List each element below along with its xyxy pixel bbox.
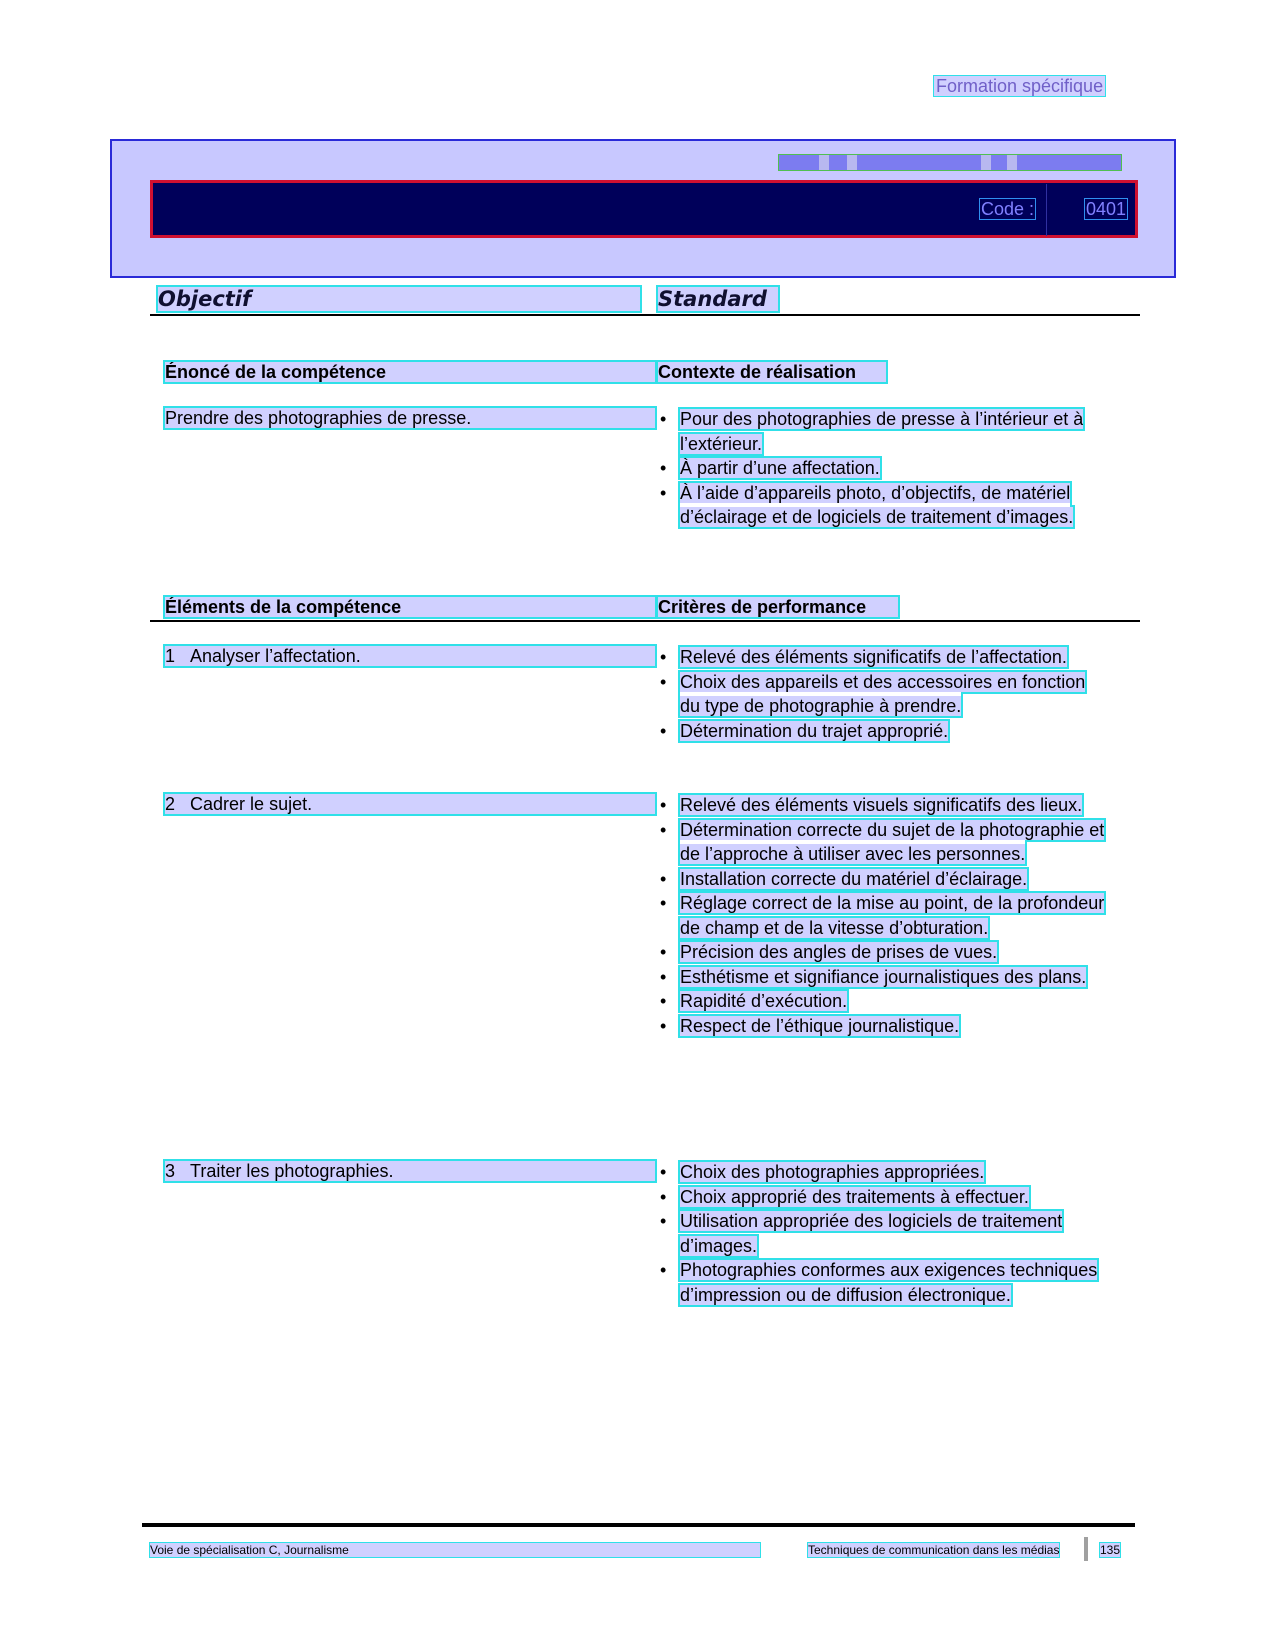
code-divider — [1046, 184, 1047, 236]
statement-heading: Énoncé de la compétence — [165, 362, 655, 382]
objective-heading: Objectif — [158, 287, 640, 311]
element-1-label — [165, 646, 655, 666]
program-section-label: Formation spécifique — [936, 76, 1104, 96]
header-decor-strip — [778, 154, 1122, 171]
strip-segment — [847, 155, 857, 170]
criteria-heading: Critères de performance — [658, 597, 898, 617]
list-item: • Choix des photographies appropriées. — [660, 1162, 985, 1182]
element-text: Traiter les photographies. — [190, 1161, 394, 1181]
code-value: 0401 — [1086, 199, 1127, 219]
list-item: • Esthétisme et signifiance journalistiques des plans. — [660, 966, 1087, 987]
standard-heading: Standard — [658, 287, 778, 311]
strip-segment — [819, 155, 829, 170]
element-number: 3 — [165, 1161, 176, 1181]
footer-rule — [142, 1523, 1135, 1527]
context-heading: Contexte de réalisation — [658, 362, 886, 382]
list-item: • Détermination correcte du sujet de la photographie et de l’approche à utiliser avec les personnes. — [660, 819, 1105, 864]
footer-title: Techniques de communication dans les médias — [808, 1543, 1060, 1557]
list-item: • Précision des angles de prises de vues. — [660, 942, 998, 962]
list-item: • Pour des photographies de presse à l’intérieur et à l’extérieur. — [660, 409, 1084, 454]
list-item: • Installation correcte du matériel d’éclairage. — [660, 868, 1028, 889]
element-2-label — [165, 794, 655, 814]
page-number: 135 — [1100, 1543, 1121, 1557]
footer-separator — [1084, 1537, 1088, 1561]
list-item: • Réglage correct de la mise au point, de la profondeur de champ et de la vitesse d’obturation. — [660, 893, 1105, 938]
footer-program: Voie de spécialisation C, Journalisme — [150, 1543, 760, 1557]
elements-heading: Éléments de la compétence — [165, 597, 655, 617]
element-3-criteria — [658, 1160, 1124, 1307]
elements-header-rule — [150, 620, 1140, 622]
column-header-rule — [150, 314, 1140, 316]
element-2-criteria — [658, 793, 1124, 1038]
element-text: Cadrer le sujet. — [190, 794, 313, 814]
list-item: • À l’aide d’appareils photo, d’objectifs, de matériel d’éclairage et de logiciels de traitement d’images. — [660, 482, 1074, 527]
list-item: • Détermination du trajet approprié. — [660, 720, 949, 741]
context-list — [658, 407, 1124, 530]
element-number: 1 — [165, 646, 176, 666]
list-item: • Respect de l’éthique journalistique. — [660, 1015, 960, 1036]
strip-segment — [981, 155, 991, 170]
element-3-label — [165, 1161, 655, 1181]
list-item: • Utilisation appropriée des logiciels de traitement d’images. — [660, 1211, 1063, 1256]
list-item: • Choix approprié des traitements à effectuer. — [660, 1186, 1029, 1207]
list-item: • Choix des appareils et des accessoires en fonction du type de photographie à prendre. — [660, 671, 1086, 716]
list-item: • À partir d’une affectation. — [660, 458, 880, 478]
code-label: Code : — [981, 199, 1035, 219]
element-number: 2 — [165, 794, 176, 814]
element-1-criteria — [658, 645, 1088, 743]
strip-segment — [1007, 155, 1017, 170]
list-item: • Rapidité d’exécution. — [660, 991, 848, 1011]
list-item: • Relevé des éléments visuels significatifs des lieux. — [660, 795, 1083, 815]
competence-statement: Prendre des photographies de presse. — [165, 408, 655, 428]
element-text: Analyser l’affectation. — [190, 646, 361, 666]
list-item: • Relevé des éléments significatifs de l’affectation. — [660, 647, 1067, 667]
list-item: • Photographies conformes aux exigences techniques d’impression ou de diffusion électronique. — [660, 1260, 1098, 1305]
